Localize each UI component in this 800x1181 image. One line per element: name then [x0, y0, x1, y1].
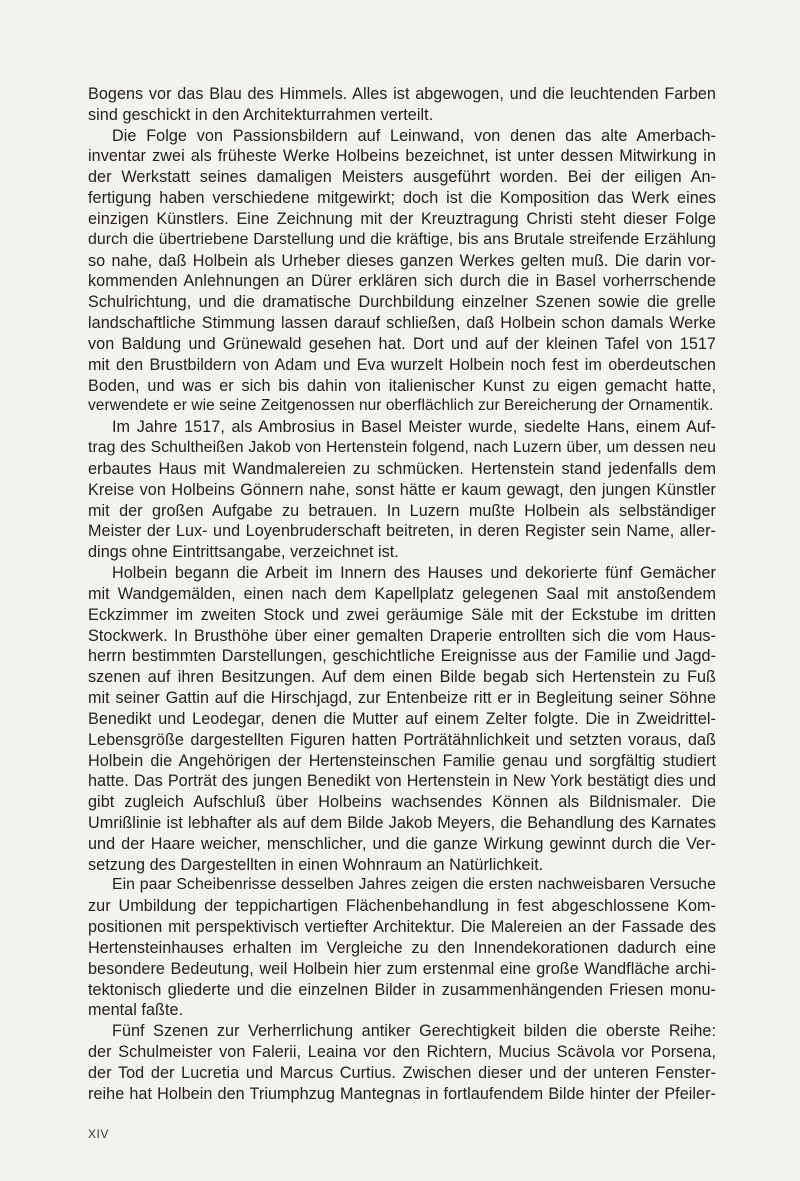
text-line: mit den Brustbildern von Adam und Eva wurzelt Holbein noch fest im oberdeutschen: [88, 355, 716, 374]
text-line: mit der großen Aufgabe zu betrauen. In Luzern mußte Holbein als selbständiger: [88, 501, 716, 520]
paragraph: [88, 1021, 716, 1104]
text-line: durch die übertriebene Darstellung und die kräftige, bis ans Brutale streifende Erzählung: [88, 230, 716, 248]
text-line: der Tod der Lucretia und Marcus Curtius. Zwischen dieser und der unteren Fenster-: [88, 1063, 716, 1082]
text-line: Schulrichtung, und die dramatische Durchbildung einzelner Szenen sowie die grelle: [88, 293, 716, 312]
text-line: Stockwerk. In Brusthöhe über einer gemalten Draperie entrollten sich die vom Haus-: [88, 626, 716, 645]
text-line: mit seiner Gattin auf die Hirschjagd, zur Entenbeize ritt er in Begleitung seiner Söhne: [88, 689, 716, 708]
paragraph: [88, 417, 716, 563]
text-line: hatte. Das Porträt des jungen Benedikt von Hertenstein in New York bestätigt dies und: [88, 772, 716, 791]
text-line: Benedikt und Leodegar, denen die Mutter auf einem Zelter folgte. Die in Zweidrittel-: [88, 709, 716, 728]
text-line: Meister der Lux- und Loyenbruderschaft beitreten, in deren Register sein Name, aller-: [88, 522, 716, 541]
text-line: Lebensgröße dargestellten Figuren hatten Porträtähnlichkeit und setzten voraus, daß: [88, 730, 716, 749]
text-line: Boden, und was er sich bis dahin von italienischer Kunst zu eigen gemacht hatte,: [88, 376, 716, 395]
text-line: Bogens vor das Blau des Himmels. Alles ist abgewogen, und die leuchtenden Farben: [88, 85, 716, 103]
text-line: reihe hat Holbein den Triumphzug Mantegnas in fortlaufendem Bilde hinter der Pfeiler-: [88, 1084, 716, 1103]
text-line: so nahe, daß Holbein als Urheber dieses ganzen Werkes gelten muß. Die darin vor-: [88, 251, 716, 270]
text-line: Ein paar Scheibenrisse desselben Jahres zeigen die ersten nachweisbaren Versuche: [112, 876, 716, 894]
text-line: dings ohne Eintrittsangabe, verzeichnet ist.: [88, 543, 399, 562]
text-line: besondere Bedeutung, weil Holbein hier zum erstenmal eine große Wandfläche archi-: [88, 959, 716, 978]
text-line: von Baldung und Grünewald gesehen hat. Dort und auf der kleinen Tafel von 1517: [88, 334, 716, 353]
text-line: Kreise von Holbeins Gönnern nahe, sonst hätte er kaum gewagt, den jungen Künstler: [88, 480, 716, 499]
paragraph: [88, 126, 716, 418]
text-line: der Schulmeister von Falerii, Leaina vor den Richtern, Mucius Scävola vor Porsena,: [88, 1043, 716, 1062]
text-line: Fünf Szenen zur Verherrlichung antiker Gerechtigkeit bilden die oberste Reihe:: [112, 1022, 716, 1041]
text-line: zur Umbildung der teppichartigen Flächenbehandlung in fest abgeschlossene Kom-: [88, 897, 716, 916]
paragraph: [88, 875, 716, 1021]
text-line: Hertensteinhauses erhalten im Vergleiche zu den Innendekorationen dadurch eine: [88, 938, 716, 957]
text-line: kommenden Anlehnungen an Dürer erklären sich durch die in Basel vorherrschende: [88, 272, 716, 291]
page-number: XIV: [88, 1127, 109, 1141]
text-line: Die Folge von Passionsbildern auf Leinwand, von denen das alte Amerbach-: [112, 126, 716, 145]
text-line: verwendete er wie seine Zeitgenossen nur oberflächlich zur Bereicherung der Ornamentik.: [88, 397, 714, 415]
paragraph: [88, 84, 716, 126]
text-line: landschaftliche Stimmung lassen darauf schließen, daß Holbein schon damals Werke: [88, 314, 716, 333]
text-line: fertigung haben verschiedene mitgewirkt; doch ist die Komposition das Werk eines: [88, 189, 716, 208]
text-line: Holbein die Angehörigen der Hertensteinschen Familie genau und sorgfältig studiert: [88, 751, 716, 770]
text-line: Holbein begann die Arbeit im Innern des Hauses und dekorierte fünf Gemächer: [112, 564, 716, 583]
text-line: Umrißlinie ist lebhafter als auf dem Bilde Jakob Meyers, die Behandlung des Karnates: [88, 813, 716, 832]
page-body: [88, 84, 716, 1105]
text-line: Eckzimmer im zweiten Stock und zwei geräumige Säle mit der Eckstube im dritten: [88, 605, 716, 624]
text-line: gibt zugleich Aufschluß über Holbeins wachsendes Können als Bildnismaler. Die: [88, 793, 716, 812]
text-line: herrn bestimmten Darstellungen, geschichtliche Ereignisse aus der Familie und Jagd-: [88, 647, 716, 666]
text-line: setzung des Dargestellten in einen Wohnraum an Natürlichkeit.: [88, 855, 544, 874]
paragraph: [88, 563, 716, 875]
text-line: mit Wandgemälden, einen nach dem Kapellplatz gelegenen Saal mit anstoßendem: [88, 584, 716, 603]
text-line: der Werkstatt seines damaligen Meisters ausgeführt worden. Bei der eiligen An-: [88, 168, 716, 187]
text-line: inventar zwei als früheste Werke Holbeins bezeichnet, ist unter dessen Mitwirkung in: [88, 147, 716, 166]
text-line: erbautes Haus mit Wandmalereien zu schmücken. Hertenstein stand jedenfalls dem: [88, 459, 716, 478]
text-line: einzigen Künstlers. Eine Zeichnung mit der Kreuztragung Christi steht dieser Folge: [88, 209, 716, 228]
text-line: tektonisch gliederte und die einzelnen Bilder in zusammenhängenden Friesen monu-: [88, 980, 716, 999]
text-line: positionen mit perspektivisch vertiefter Architektur. Die Malereien an der Fassade des: [88, 918, 716, 937]
text-line: und der Haare weicher, menschlicher, und die ganze Wirkung gewinnt durch die Ver-: [88, 834, 716, 853]
text-line: szenen auf ihren Besitzungen. Auf dem einen Bilde begab sich Hertenstein zu Fuß: [88, 668, 716, 687]
text-line: Im Jahre 1517, als Ambrosius in Basel Meister wurde, siedelte Hans, einem Auf-: [112, 418, 716, 437]
text-line: sind geschickt in den Architekturrahmen verteilt.: [88, 105, 434, 124]
text-line: mental faßte.: [88, 1001, 184, 1020]
text-line: trag des Schultheißen Jakob von Hertenstein folgend, nach Luzern über, um dessen neu: [88, 439, 716, 457]
